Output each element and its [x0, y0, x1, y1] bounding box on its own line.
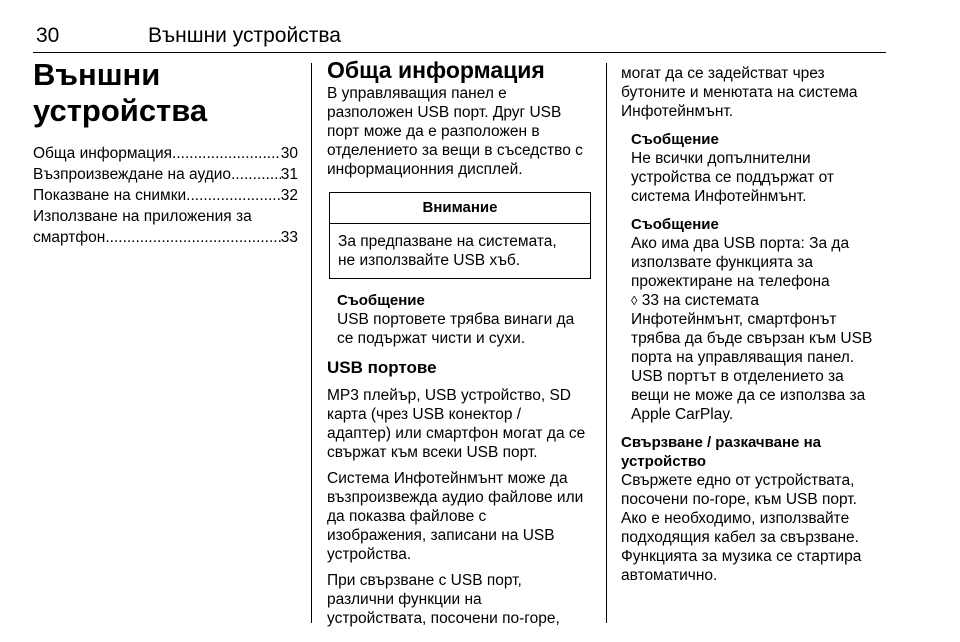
text-line: трябва да бъде свързан към USB — [631, 330, 873, 347]
text-line: да показва файлове с — [327, 508, 487, 525]
column-toc — [33, 57, 298, 248]
text-line: разположен USB порт. Друг USB — [327, 104, 562, 121]
cross-reference-link[interactable]: 33 на системата — [637, 292, 759, 309]
text-line: В управляващия панел е — [327, 85, 507, 102]
toc-item-page: 30 — [280, 145, 298, 162]
paragraph-usb-devices — [327, 386, 595, 462]
heading-line: Свързване / разкачване на — [621, 434, 821, 451]
column-general-info — [327, 57, 595, 628]
text-line: карта (чрез USB конектор / — [327, 406, 522, 423]
text-line: Инфотейнмънт, смартфонът — [631, 311, 837, 328]
text-line: устройства. — [327, 546, 412, 563]
note-two-usb-ports — [631, 215, 891, 424]
toc-item-title: Обща информация — [33, 145, 173, 162]
table-of-contents — [33, 143, 298, 248]
caution-box — [329, 192, 591, 279]
toc-item-title: Показване на снимки — [33, 187, 187, 204]
text-line: информационния дисплей. — [327, 161, 523, 178]
note-unsupported-devices — [631, 130, 891, 206]
section-heading-usb-ports: USB портове — [327, 358, 437, 377]
text-line: се подържат чисти и сухи. — [337, 330, 526, 347]
section-heading-general-info: Обща информация — [327, 57, 545, 83]
toc-item[interactable] — [33, 206, 298, 248]
page-number: 30 — [36, 24, 60, 47]
text-line: USB портовете трябва винаги да — [337, 311, 575, 328]
note-label: Съобщение — [631, 216, 719, 233]
toc-item-page: 33 — [280, 229, 298, 246]
toc-item-title-line-1: Използване на приложения за — [33, 208, 252, 225]
toc-item[interactable] — [33, 164, 298, 185]
toc-leader — [105, 227, 280, 248]
heading-line: устройство — [621, 453, 707, 470]
paragraph-connect-device — [621, 471, 891, 585]
column-connecting — [621, 64, 891, 585]
chapter-title-line-1: Външни — [33, 57, 161, 92]
chapter-running-head: Външни устройства — [148, 24, 341, 47]
text-line: автоматично. — [621, 567, 718, 584]
paragraph-connection — [327, 571, 595, 628]
text-line: Инфотейнмънт. — [621, 103, 734, 120]
toc-item-title: Възпроизвеждане на аудио — [33, 166, 232, 183]
text-line: свържат към всеки USB порт. — [327, 444, 538, 461]
caution-label: Внимание — [330, 193, 590, 224]
text-line: порт може да е разположен в — [327, 123, 540, 140]
text-line: Apple CarPlay. — [631, 406, 734, 423]
toc-item[interactable] — [33, 143, 298, 164]
note-label: Съобщение — [631, 131, 719, 148]
note-label: Съобщение — [337, 292, 425, 309]
text-line: устройствата, посочени по-горе, — [327, 610, 560, 627]
text-line: различни функции на — [327, 591, 482, 608]
column-divider-1 — [311, 63, 312, 623]
text-line: бутоните и менютата на система — [621, 84, 858, 101]
toc-item[interactable] — [33, 185, 298, 206]
text-line: MP3 плейър, USB устройство, SD — [327, 387, 571, 404]
toc-item-page: 32 — [280, 187, 298, 204]
chapter-title — [33, 57, 298, 129]
toc-item-page: 31 — [280, 166, 298, 183]
text-line: вещи не може да се използва за — [631, 387, 866, 404]
text-line: При свързване с USB порт, — [327, 572, 522, 589]
toc-leader — [186, 185, 281, 206]
text-line: Не всички допълнителни — [631, 150, 811, 167]
text-line: прожектиране на телефона — [631, 273, 830, 290]
text-line: не използвайте USB хъб. — [338, 252, 521, 269]
text-line: могат да се задействат чрез — [621, 65, 825, 82]
text-line: Свържете едно от устройствата, — [621, 472, 855, 489]
text-line: Ако има два USB порта: За да — [631, 235, 850, 252]
text-line: За предпазване на системата, — [338, 233, 557, 250]
text-line: система Инфотейнмънт. — [631, 188, 807, 205]
intro-paragraph — [327, 84, 595, 179]
cross-reference-arrow-icon: ◊ — [631, 293, 638, 308]
text-line: изображения, записани на USB — [327, 527, 555, 544]
text-line: използвате функцията за — [631, 254, 813, 271]
column-divider-2 — [606, 63, 607, 623]
text-line: подходящия кабел за свързване. — [621, 529, 859, 546]
toc-leader — [231, 164, 281, 185]
toc-leader — [172, 143, 281, 164]
caution-text — [330, 224, 590, 278]
toc-item-title: смартфон — [33, 229, 106, 246]
page-header — [33, 22, 886, 53]
text-line: устройства се поддържат от — [631, 169, 834, 186]
text-line: Ако е необходимо, използвайте — [621, 510, 850, 527]
chapter-title-line-2: устройства — [33, 93, 208, 128]
text-line: възпроизвежда аудио файлове или — [327, 489, 584, 506]
text-line: USB портът в отделението за — [631, 368, 844, 385]
text-line: отделението за вещи в съседство с — [327, 142, 583, 159]
section-heading-connect-disconnect — [621, 433, 891, 471]
text-line: Система Инфотейнмънт може да — [327, 470, 568, 487]
paragraph-playback — [327, 469, 595, 564]
text-line: посочени по-горе, към USB порт. — [621, 491, 857, 508]
note-usb-clean — [337, 291, 595, 348]
text-line: адаптер) или смартфон могат да се — [327, 425, 586, 442]
paragraph-continued — [621, 64, 891, 121]
text-line: порта на управляващия панел. — [631, 349, 855, 366]
text-line: Функцията за музика се стартира — [621, 548, 862, 565]
